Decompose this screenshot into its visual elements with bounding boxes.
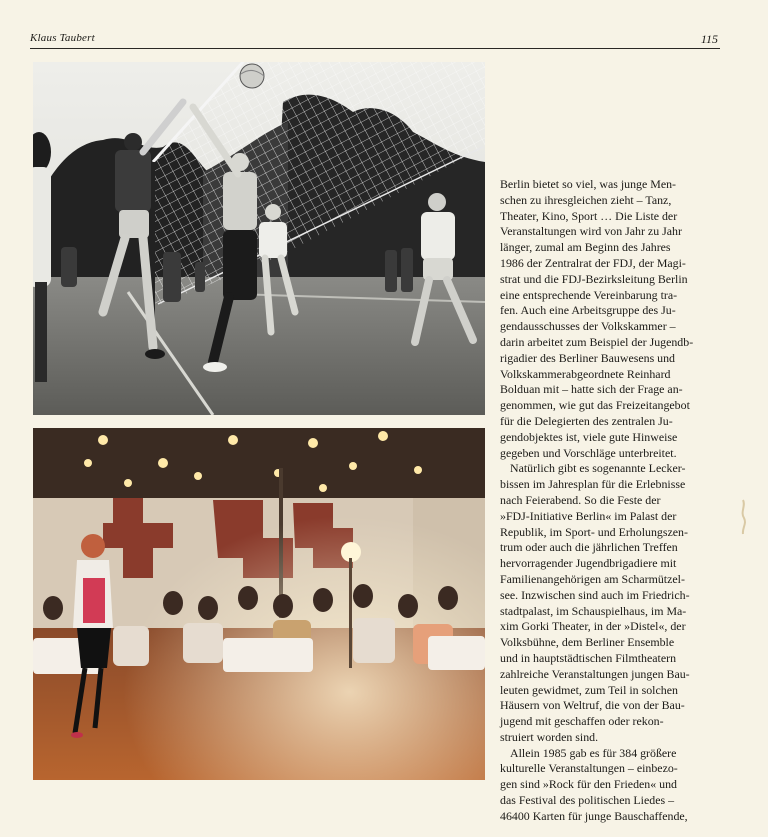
- text-line: Bolduan mit – hatte sich der Frage an-: [500, 382, 683, 397]
- text-line: gen sind »Rock für den Frieden« und: [500, 777, 678, 792]
- text-line: Volkskammerabgeordnete Reinhard: [500, 366, 671, 381]
- text-line: gegeben und Vorschläge unterbreitet.: [500, 445, 677, 460]
- text-line: Veranstaltungen wird von Jahr zu Jahr: [500, 224, 682, 239]
- running-header-author: Klaus Taubert: [30, 32, 95, 44]
- text-line: kulturelle Veranstaltungen – einbezo-: [500, 761, 678, 776]
- text-line: Berlin bietet so viel, was junge Men-: [500, 177, 677, 191]
- article-paragraph-1: [500, 177, 725, 461]
- text-line: 1986 der Zentralrat der FDJ, der Magi-: [500, 255, 686, 270]
- text-line: strat und die FDJ-Bezirksleitung Berlin: [500, 271, 688, 286]
- text-line: nach Feierabend. So die Feste der: [500, 492, 661, 507]
- text-line: hervorragender Jugendbrigadiere mit: [500, 556, 677, 571]
- text-line: see. Inzwischen sind auch im Friedrich-: [500, 587, 690, 602]
- text-line: bissen im Jahresplan für die Erlebnisse: [500, 477, 686, 492]
- text-line: rigadier des Berliner Bauwesens und: [500, 350, 676, 365]
- text-line: zahlreiche Veranstaltungen jungen Bau-: [500, 666, 690, 681]
- text-line: 46400 Karten für junge Bauschaffende,: [500, 808, 688, 823]
- text-line: xim Gorki Theater, in der »Distel«, der: [500, 619, 686, 634]
- article-paragraph-3: [500, 746, 725, 825]
- text-line: jugend mit geschaffen oder rekon-: [500, 714, 664, 729]
- banquet-hall-photo: [33, 428, 485, 780]
- page-number: 115: [700, 32, 718, 46]
- text-line: länger, zumal am Beginn des Jahres: [500, 240, 671, 255]
- text-line: trum oder auch die jährlichen Treffen: [500, 540, 678, 555]
- text-line: Allein 1985 gab es für 384 größere: [510, 745, 677, 760]
- text-line: gendobjektes ist, viele gute Hinweise: [500, 429, 678, 444]
- text-line: Volksbühne, dem Berliner Ensemble: [500, 635, 675, 650]
- text-line: leuten gewidmet, zum Teil in solchen: [500, 682, 678, 697]
- text-line: gendausschusses der Volkskammer –: [500, 319, 676, 334]
- text-line: Familienangehörigen am Scharmützel-: [500, 571, 685, 586]
- text-line: fen. Auch eine Arbeitsgruppe des Ju-: [500, 303, 676, 318]
- text-line: Theater, Kino, Sport … Die Liste der: [500, 208, 678, 223]
- header-rule: [30, 48, 720, 49]
- text-line: struiert worden sind.: [500, 729, 599, 744]
- text-line: das Festival des politischen Liedes –: [500, 793, 675, 808]
- text-line: darin arbeitet zum Beispiel der Jugendb-: [500, 334, 694, 349]
- volleyball-photo: [33, 62, 485, 415]
- paper-speck: [734, 498, 752, 536]
- text-line: »FDJ-Initiative Berlin« im Palast der: [500, 508, 677, 523]
- text-line: für die Delegierten des zentralen Ju-: [500, 413, 673, 428]
- text-line: Natürlich gibt es sogenannte Lecker-: [510, 461, 686, 476]
- text-line: stadtpalast, im Schauspielhaus, im Ma-: [500, 603, 687, 618]
- text-line: eine entsprechende Vereinbarung tra-: [500, 287, 678, 302]
- banquet-hall-photo-drawing: [33, 428, 485, 780]
- volleyball-photo-drawing: [33, 62, 485, 415]
- text-line: schen zu ihresgleichen zieht – Tanz,: [500, 192, 672, 207]
- article-paragraph-2: [500, 461, 725, 745]
- text-line: Häusern von Weltruf, die von der Bau-: [500, 698, 685, 713]
- text-line: genommen, wie gut das Freizeitangebot: [500, 398, 690, 413]
- article-body: [500, 177, 725, 825]
- text-line: und in hauptstädtischen Filmtheatern: [500, 650, 677, 665]
- text-line: Republik, im Sport- und Erholungszen-: [500, 524, 688, 539]
